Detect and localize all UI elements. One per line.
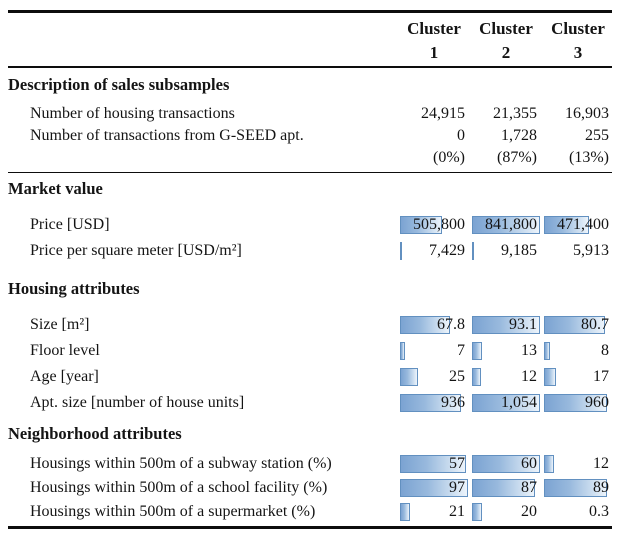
value-cell	[472, 476, 540, 500]
data-bar	[472, 342, 482, 360]
value-cell	[544, 238, 612, 264]
row-label: Floor level	[30, 342, 100, 360]
value-cell	[400, 476, 468, 500]
row-label: Apt. size [number of house units]	[30, 394, 245, 412]
cell-value: 97	[449, 479, 465, 497]
value-cell	[400, 364, 468, 390]
cell-value: 17	[593, 368, 609, 386]
value-cell	[400, 147, 468, 169]
data-bar	[472, 242, 474, 260]
table-row	[8, 212, 612, 238]
row-label: Age [year]	[30, 368, 99, 386]
cell-value: 21	[449, 503, 465, 521]
cell-value: 0.3	[589, 503, 609, 521]
cell-value: 9,185	[501, 242, 537, 260]
value-cell	[544, 103, 612, 125]
row-label: Price per square meter [USD/m²]	[30, 242, 242, 260]
cell-value: 89	[593, 479, 609, 497]
section-title: Description of sales subsamples	[8, 74, 230, 94]
column-header-word: Cluster	[407, 19, 461, 38]
table-row	[8, 364, 612, 390]
row-label: Housings within 500m of a supermarket (%)	[30, 503, 316, 521]
cell-value: 1,728	[501, 126, 537, 144]
column-header-number: 1	[429, 43, 439, 62]
cell-value: 93.1	[509, 316, 537, 334]
data-bar	[400, 503, 410, 521]
value-cell	[472, 500, 540, 524]
value-cell	[472, 338, 540, 364]
spacer	[8, 301, 612, 312]
data-bar	[544, 342, 550, 360]
data-bar	[400, 342, 405, 360]
value-cell	[400, 212, 468, 238]
cell-value: 87	[521, 479, 537, 497]
value-cell	[400, 238, 468, 264]
cell-value: 24,915	[421, 104, 465, 122]
table-rule-bottom	[8, 526, 612, 529]
row-label: Price [USD]	[30, 216, 110, 234]
value-cell	[472, 147, 540, 169]
section-description	[8, 73, 612, 169]
cell-value: 960	[585, 394, 609, 412]
table-rule-section	[8, 172, 612, 174]
section-title: Housing attributes	[8, 279, 140, 299]
section-heading-row	[8, 277, 612, 301]
row-label: Size [m²]	[30, 316, 90, 334]
value-cell	[400, 500, 468, 524]
row-label: Housings within 500m of a subway station (%)	[30, 455, 332, 473]
value-cell	[472, 212, 540, 238]
data-bar	[400, 242, 402, 260]
value-cell	[472, 103, 540, 125]
data-bar	[400, 368, 418, 386]
table-row	[8, 476, 612, 500]
table-row	[8, 238, 612, 264]
value-cell	[472, 452, 540, 476]
section-title: Market value	[8, 179, 103, 199]
value-cell	[544, 452, 612, 476]
spacer	[8, 201, 612, 212]
value-cell	[472, 364, 540, 390]
cell-value: 505,800	[413, 216, 465, 234]
cell-value: 841,800	[485, 216, 537, 234]
column-header-cluster-2	[472, 16, 540, 64]
cell-value: 936	[441, 394, 465, 412]
cell-value: 57	[449, 455, 465, 473]
cell-value: 7	[457, 342, 465, 360]
cell-value: 12	[521, 368, 537, 386]
cell-value: 12	[593, 455, 609, 473]
value-cell	[400, 125, 468, 147]
value-cell	[544, 500, 612, 524]
column-header-word: Cluster	[551, 19, 605, 38]
table-row	[8, 452, 612, 476]
cell-value: 16,903	[565, 104, 609, 122]
column-header-number: 3	[573, 43, 583, 62]
cell-value: (0%)	[433, 148, 465, 166]
column-header-cluster-3	[544, 16, 612, 64]
section-heading-row	[8, 73, 612, 97]
row-label: Number of transactions from G-SEED apt.	[30, 126, 304, 144]
value-cell	[400, 452, 468, 476]
section-heading-row	[8, 177, 612, 201]
data-bar	[544, 455, 554, 473]
value-cell	[472, 238, 540, 264]
row-label: Number of housing transactions	[30, 104, 235, 122]
row-label: Housings within 500m of a school facility (%)	[30, 479, 328, 497]
table-row	[8, 312, 612, 338]
cell-value: 67.8	[437, 316, 465, 334]
cell-value: 8	[601, 342, 609, 360]
cell-value: 20	[521, 503, 537, 521]
data-bar	[472, 503, 482, 521]
cell-value: 60	[521, 455, 537, 473]
value-cell	[472, 390, 540, 416]
section-market-value	[8, 177, 612, 264]
table-row	[8, 125, 612, 147]
value-cell	[400, 390, 468, 416]
cell-value: 13	[521, 342, 537, 360]
cell-value: (87%)	[497, 148, 537, 166]
table-row	[8, 338, 612, 364]
cell-value: (13%)	[569, 148, 609, 166]
cell-value: 80.7	[581, 316, 609, 334]
cell-value: 7,429	[429, 242, 465, 260]
cell-value: 0	[457, 126, 465, 144]
cell-value: 25	[449, 368, 465, 386]
value-cell	[544, 212, 612, 238]
table-row	[8, 390, 612, 416]
cell-value: 1,054	[501, 394, 537, 412]
table-row	[8, 103, 612, 125]
value-cell	[544, 147, 612, 169]
data-bar	[544, 368, 556, 386]
value-cell	[544, 312, 612, 338]
value-cell	[400, 338, 468, 364]
value-cell	[472, 125, 540, 147]
table-row-percent	[8, 147, 612, 169]
section-neighborhood-attributes	[8, 422, 612, 524]
section-housing-attributes	[8, 277, 612, 416]
column-header-cluster-1	[400, 16, 468, 64]
section-title: Neighborhood attributes	[8, 424, 182, 444]
column-header-word: Cluster	[479, 19, 533, 38]
section-heading-row	[8, 422, 612, 446]
value-cell	[400, 312, 468, 338]
data-bar	[472, 368, 481, 386]
column-header-number: 2	[501, 43, 511, 62]
value-cell	[472, 312, 540, 338]
value-cell	[544, 125, 612, 147]
cell-value: 471,400	[557, 216, 609, 234]
value-cell	[400, 103, 468, 125]
value-cell	[544, 390, 612, 416]
cell-value: 5,913	[573, 242, 609, 260]
table-row	[8, 500, 612, 524]
value-cell	[544, 476, 612, 500]
table-header	[8, 13, 612, 66]
cell-value: 255	[585, 126, 609, 144]
cell-value: 21,355	[493, 104, 537, 122]
table-rule-header	[8, 66, 612, 68]
value-cell	[544, 338, 612, 364]
value-cell	[544, 364, 612, 390]
